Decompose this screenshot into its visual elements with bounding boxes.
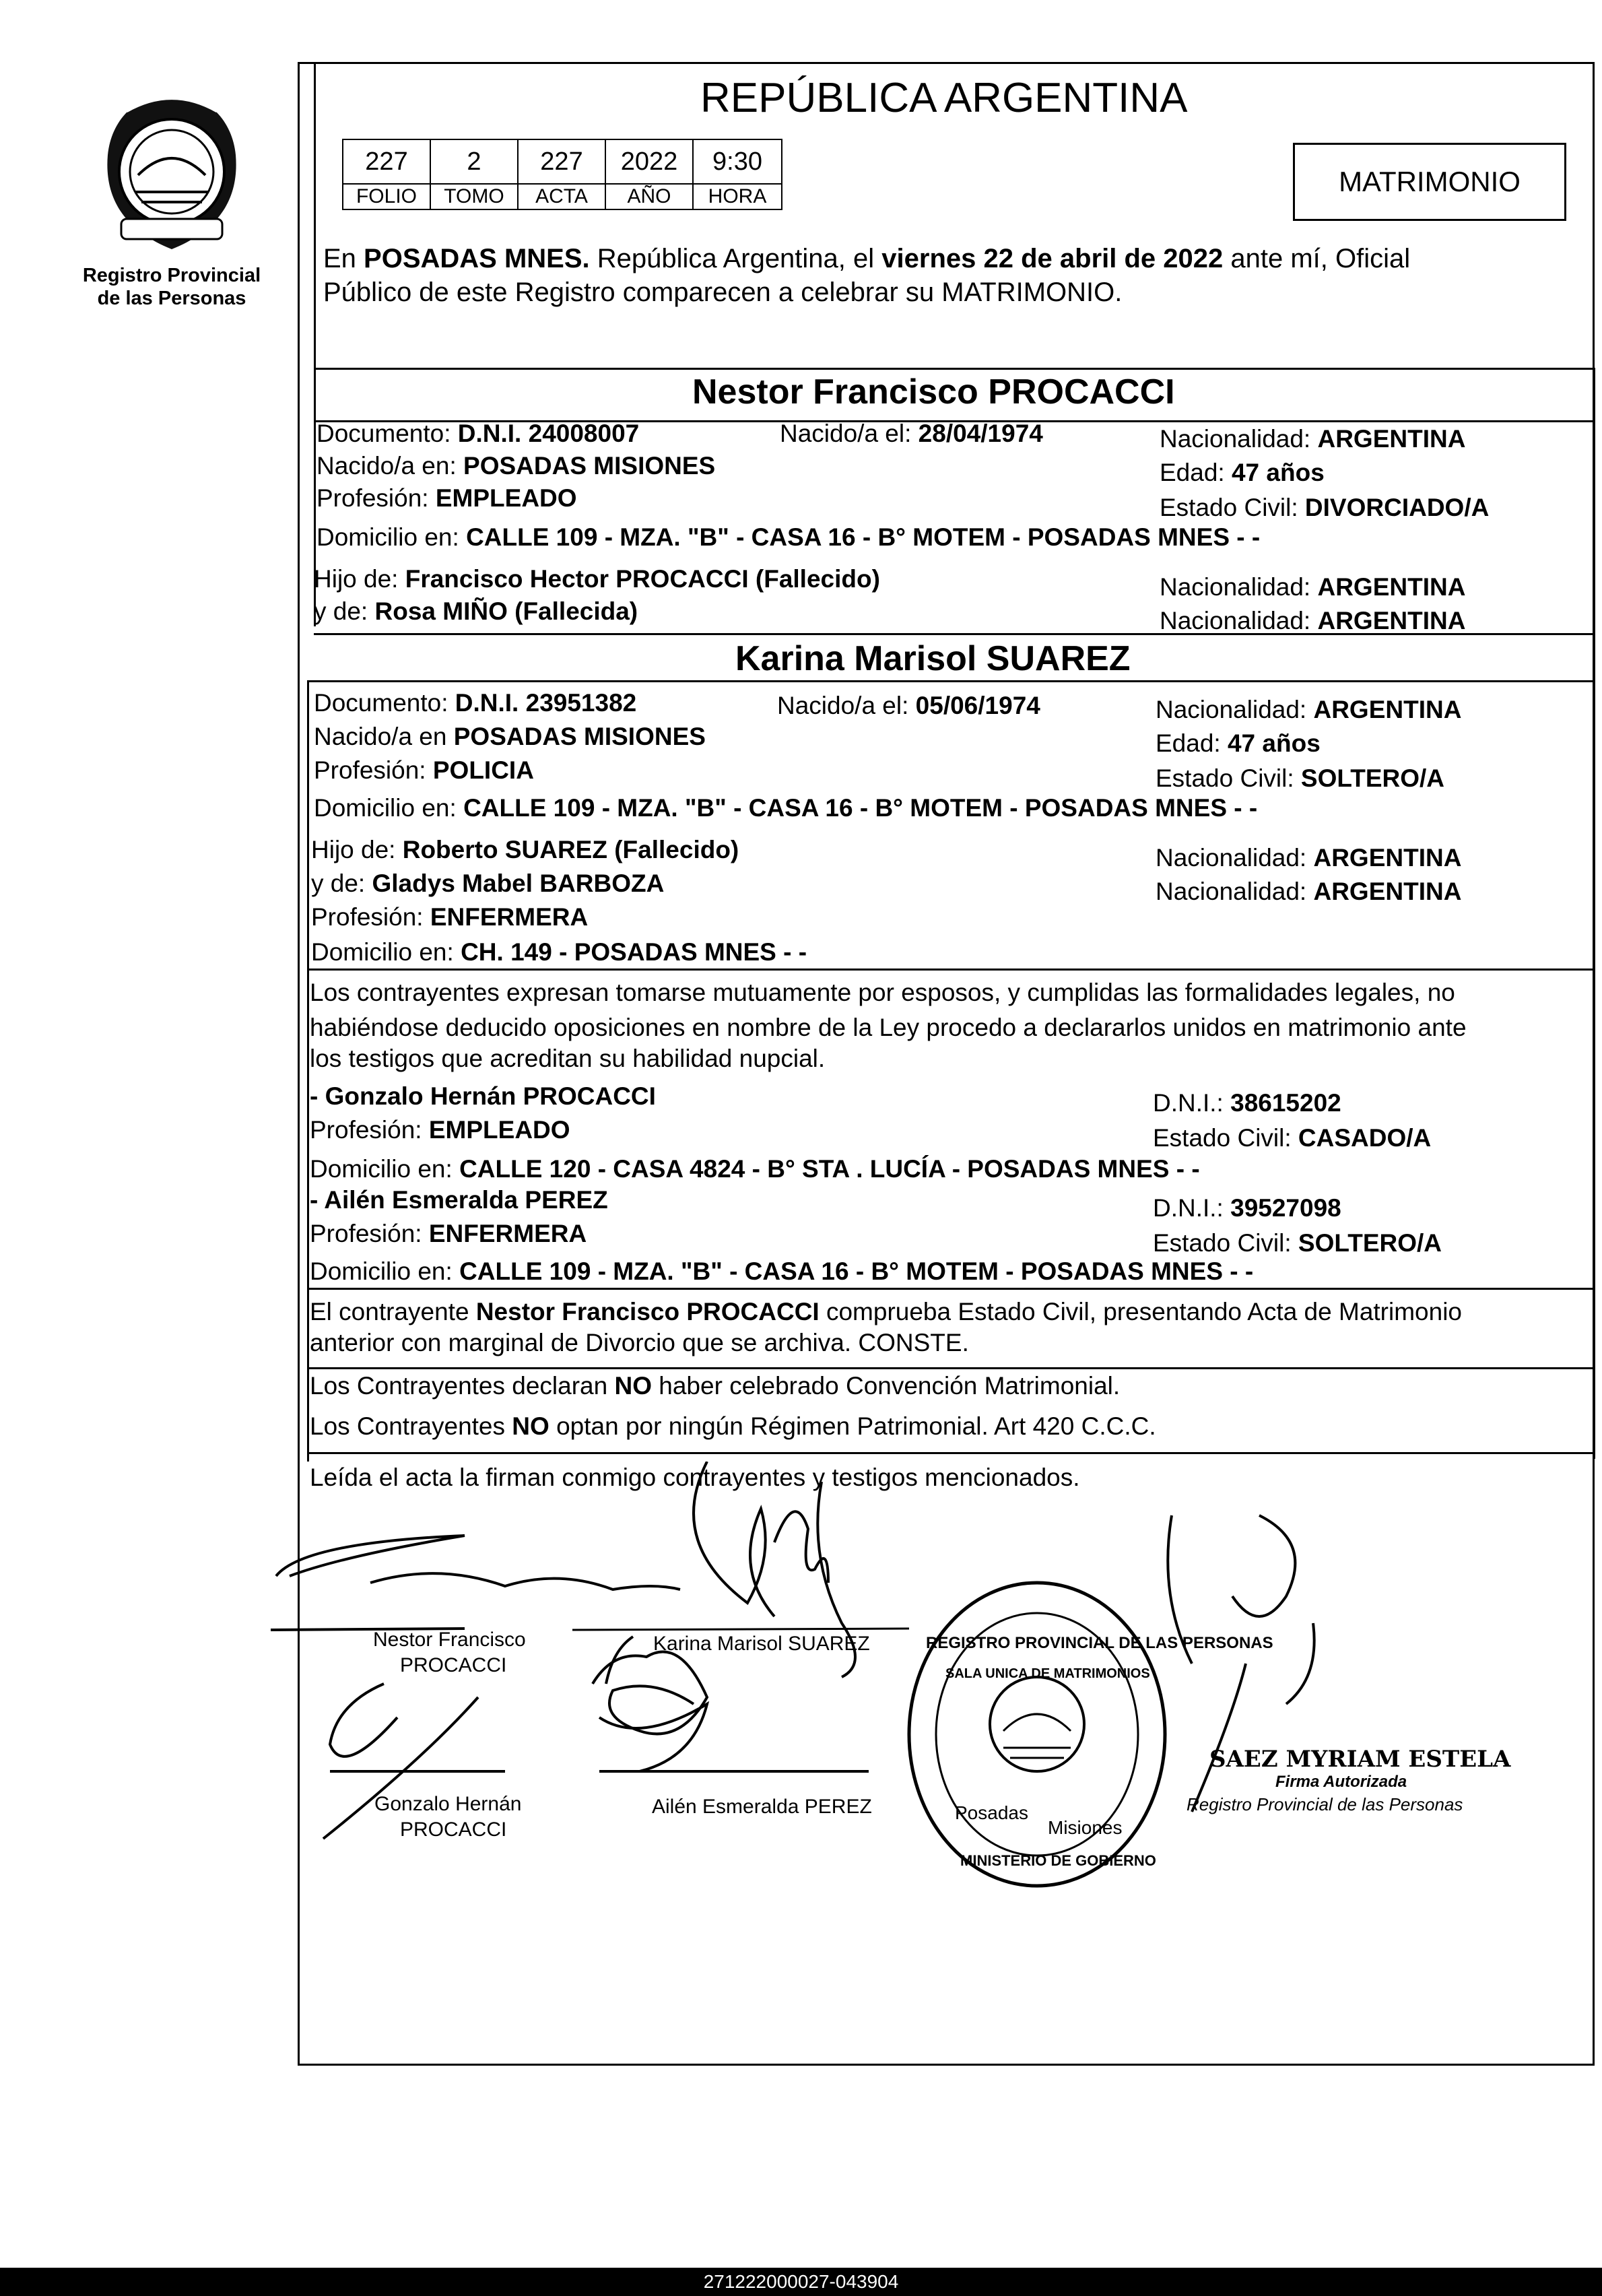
signature-witness1-line2: PROCACCI bbox=[400, 1818, 507, 1841]
witness1-address: Domicilio en: CALLE 120 - CASA 4824 - B° STA . LUCÍA - POSADAS MNES - - bbox=[310, 1155, 1200, 1183]
spouse1-father: Hijo de: Francisco Hector PROCACCI (Fallecido) bbox=[314, 565, 880, 593]
registry-name bbox=[67, 264, 276, 310]
spouse2-nationality: Nacionalidad: ARGENTINA bbox=[1156, 696, 1462, 723]
seal-icon bbox=[902, 1576, 1172, 1893]
signature-witness2: Ailén Esmeralda PEREZ bbox=[652, 1796, 872, 1818]
hora-label: HORA bbox=[693, 184, 782, 209]
tomo-label: TOMO bbox=[430, 184, 518, 209]
spouse2-mother-address: Domicilio en: CH. 149 - POSADAS MNES - - bbox=[311, 938, 807, 966]
convention-note: Los Contrayentes declaran NO haber celebrado Convención Matrimonial. bbox=[310, 1372, 1121, 1400]
hora-value: 9:30 bbox=[693, 139, 782, 184]
spouse1-document: Documento: D.N.I. 24008007 bbox=[316, 420, 640, 447]
spouse1-profession: Profesión: EMPLEADO bbox=[316, 484, 577, 512]
intro-line1: En POSADAS MNES. República Argentina, el viernes 22 de abril de 2022 ante mí, Oficial bbox=[323, 244, 1411, 273]
witness1-name: - Gonzalo Hernán PROCACCI bbox=[310, 1082, 656, 1110]
folio-label: FOLIO bbox=[343, 184, 430, 209]
witness1-dni: D.N.I.: 38615202 bbox=[1153, 1089, 1341, 1117]
seal-inner-text: SALA UNICA DE MATRIMONIOS bbox=[945, 1666, 1150, 1681]
signature-spouse1-line1: Nestor Francisco bbox=[373, 1629, 526, 1651]
spouse1-mother: y de: Rosa MIÑO (Fallecida) bbox=[314, 597, 638, 625]
act-type-box: MATRIMONIO bbox=[1293, 143, 1566, 221]
spouse1-age: Edad: 47 años bbox=[1160, 459, 1325, 486]
civil-status-note-line1: El contrayente Nestor Francisco PROCACCI comprueba Estado Civil, presentando Acta de Matrimonio bbox=[310, 1298, 1462, 1325]
closing-statement: Leída el acta la firman conmigo contrayentes y testigos mencionados. bbox=[310, 1464, 1080, 1491]
officer-role: Firma Autorizada bbox=[1275, 1773, 1407, 1791]
spouse1-mother-nationality: Nacionalidad: ARGENTINA bbox=[1160, 607, 1466, 634]
seal-ministry: MINISTERIO DE GOBIERNO bbox=[960, 1852, 1156, 1869]
spouse2-civil-status: Estado Civil: SOLTERO/A bbox=[1156, 764, 1445, 792]
signature-spouse2: Karina Marisol SUAREZ bbox=[653, 1633, 870, 1655]
declaration-line3: los testigos que acreditan su habilidad nupcial. bbox=[310, 1045, 826, 1072]
spouse2-age: Edad: 47 años bbox=[1156, 729, 1321, 757]
spouse1-address: Domicilio en: CALLE 109 - MZA. "B" - CASA 16 - B° MOTEM - POSADAS MNES - - bbox=[316, 523, 1261, 551]
emblem-icon bbox=[74, 81, 269, 269]
witness1-profession: Profesión: EMPLEADO bbox=[310, 1116, 570, 1144]
spouse2-mother: y de: Gladys Mabel BARBOZA bbox=[311, 870, 665, 897]
registry-seal bbox=[902, 1576, 1172, 1893]
spouse2-address: Domicilio en: CALLE 109 - MZA. "B" - CASA 16 - B° MOTEM - POSADAS MNES - - bbox=[314, 794, 1258, 822]
signature-witness1-line1: Gonzalo Hernán bbox=[374, 1793, 522, 1815]
civil-status-note-line2: anterior con marginal de Divorcio que se archiva. CONSTE. bbox=[310, 1329, 969, 1356]
registry-line2: de las Personas bbox=[97, 288, 246, 309]
spouse2-birthplace: Nacido/a en POSADAS MISIONES bbox=[314, 723, 706, 750]
witness2-dni: D.N.I.: 39527098 bbox=[1153, 1194, 1341, 1222]
anio-label: AÑO bbox=[605, 184, 693, 209]
folio-value: 227 bbox=[343, 139, 430, 184]
spouse1-nationality: Nacionalidad: ARGENTINA bbox=[1160, 425, 1466, 453]
seal-outer-text: REGISTRO PROVINCIAL DE LAS PERSONAS bbox=[926, 1634, 1273, 1652]
spouse2-father: Hijo de: Roberto SUAREZ (Fallecido) bbox=[311, 836, 739, 863]
spouse2-mother-nationality: Nacionalidad: ARGENTINA bbox=[1156, 878, 1462, 905]
spouse2-document: Documento: D.N.I. 23951382 bbox=[314, 689, 637, 717]
witness2-profession: Profesión: ENFERMERA bbox=[310, 1220, 587, 1247]
intro-line2: Público de este Registro comparecen a celebrar su MATRIMONIO. bbox=[323, 277, 1123, 307]
declaration-line2: habiéndose deducido oposiciones en nombre de la Ley procedo a declararlos unidos en matrimonio ante bbox=[310, 1014, 1467, 1041]
spouse1-birthdate: Nacido/a el: 28/04/1974 bbox=[780, 420, 1043, 447]
witness2-civil-status: Estado Civil: SOLTERO/A bbox=[1153, 1229, 1442, 1257]
acta-label: ACTA bbox=[518, 184, 605, 209]
officer-name: SAEZ MYRIAM ESTELA bbox=[1209, 1746, 1511, 1773]
province-logo bbox=[74, 81, 269, 269]
spouse2-profession: Profesión: POLICIA bbox=[314, 756, 534, 784]
spouse1-father-nationality: Nacionalidad: ARGENTINA bbox=[1160, 573, 1466, 601]
witness2-address: Domicilio en: CALLE 109 - MZA. "B" - CASA 16 - B° MOTEM - POSADAS MNES - - bbox=[310, 1257, 1254, 1285]
declaration-line1: Los contrayentes expresan tomarse mutuamente por esposos, y cumplidas las formalidades legales, no bbox=[310, 979, 1455, 1006]
spouse2-name: Karina Marisol SUAREZ bbox=[735, 639, 1131, 678]
tomo-value: 2 bbox=[430, 139, 518, 184]
spouse2-mother-profession: Profesión: ENFERMERA bbox=[311, 903, 589, 931]
act-meta-table bbox=[342, 139, 782, 210]
anio-value: 2022 bbox=[605, 139, 693, 184]
regime-note: Los Contrayentes NO optan por ningún Régimen Patrimonial. Art 420 C.C.C. bbox=[310, 1412, 1156, 1440]
spouse1-name: Nestor Francisco PROCACCI bbox=[692, 372, 1175, 412]
document-footer-id: 271222000027-043904 bbox=[0, 2268, 1602, 2296]
spouse2-father-nationality: Nacionalidad: ARGENTINA bbox=[1156, 844, 1462, 872]
page-title: REPÚBLICA ARGENTINA bbox=[700, 75, 1188, 121]
witness1-civil-status: Estado Civil: CASADO/A bbox=[1153, 1124, 1432, 1152]
seal-province: Misiones bbox=[1048, 1817, 1123, 1838]
witness2-name: - Ailén Esmeralda PEREZ bbox=[310, 1186, 608, 1214]
officer-organization: Registro Provincial de las Personas bbox=[1187, 1794, 1463, 1814]
registry-line1: Registro Provincial bbox=[82, 265, 261, 286]
spouse1-civil-status: Estado Civil: DIVORCIADO/A bbox=[1160, 494, 1490, 521]
seal-city: Posadas bbox=[955, 1802, 1028, 1823]
acta-value: 227 bbox=[518, 139, 605, 184]
spouse2-birthdate: Nacido/a el: 05/06/1974 bbox=[777, 692, 1040, 719]
signature-spouse1-line2: PROCACCI bbox=[400, 1654, 507, 1676]
spouse1-birthplace: Nacido/a en: POSADAS MISIONES bbox=[316, 452, 716, 480]
